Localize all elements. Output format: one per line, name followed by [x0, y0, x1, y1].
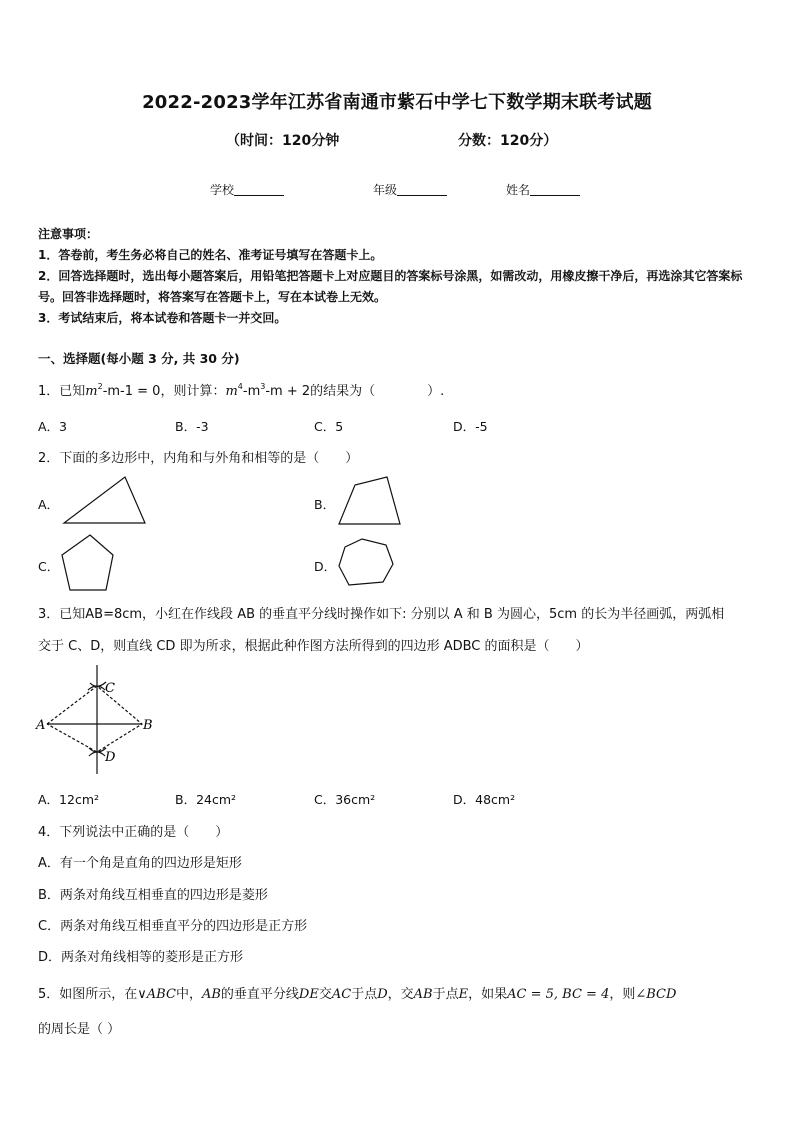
q3-label-b: B — [143, 718, 153, 733]
q2-label-c: C． — [38, 559, 60, 574]
q1-prefix: 1．已知 — [38, 384, 86, 399]
q3-figure — [30, 660, 170, 780]
grade-label: 年级 — [373, 183, 398, 197]
q5-ac: AC — [331, 987, 352, 1002]
q3-label-c: C — [105, 681, 115, 696]
q4-option-b: B．两条对角线互相垂直的四边形是菱形 — [38, 888, 268, 903]
school-label: 学校 — [210, 183, 235, 197]
exam-time: （时间：120分钟 — [226, 133, 340, 149]
q5-part-2: 中， — [175, 987, 202, 1002]
q1-expr-exp2: 3 — [260, 382, 266, 391]
q5-part-9: ，则 — [609, 987, 636, 1002]
q3-option-d: D．48cm² — [453, 792, 516, 807]
notes-heading: 注意事项： — [38, 227, 99, 241]
q5-part-8: ，如果 — [468, 987, 508, 1002]
notes-item-1: 1．答卷前，考生务必将自己的姓名、准考证号填写在答题卡上。 — [38, 248, 383, 262]
q4-option-c: C．两条对角线互相垂直平分的四边形是正方形 — [38, 919, 308, 934]
q2-pentagon — [62, 535, 113, 590]
q5-point-d: D — [377, 987, 388, 1002]
notes-item-3: 3．考试结束后，将本试卷和答题卡一并交回。 — [38, 311, 287, 325]
question-2: 2．下面的多边形中，内角和与外角和相等的是（ ） — [38, 451, 359, 466]
q2-label-b: B． — [314, 497, 336, 512]
q3-label-d: D — [105, 750, 116, 765]
question-3-line-2: 交于 C、D，则直线 CD 即为所求，根据此种作图方法所得到的四边形 ADBC 的面积是（ ） — [38, 639, 589, 654]
q3-label-a: A — [36, 718, 46, 733]
q5-condition: AC = 5, BC = 4 — [507, 987, 610, 1002]
q5-part-4: 交 — [318, 987, 332, 1002]
question-4: 4．下列说法中正确的是（ ） — [38, 825, 229, 840]
q1-suffix: 的结果为（ ）. — [310, 384, 445, 399]
q4-option-d: D．两条对角线相等的菱形是正方形 — [38, 950, 244, 965]
q1-expr-mid: -m — [242, 384, 261, 399]
q5-point-e: E — [458, 987, 469, 1002]
q5-ab: AB — [201, 987, 221, 1002]
exam-title: 2022-2023学年江苏省南通市紫石中学七下数学期末联考试题 — [142, 92, 652, 113]
q2-quadrilateral — [339, 477, 400, 524]
q1-expr-exp1: 4 — [237, 382, 243, 391]
q1-expr-rest: -m + 2 — [265, 384, 311, 399]
q3-option-a: A．12cm² — [38, 792, 100, 807]
q5-part-1: 5．如图所示，在 — [38, 987, 138, 1002]
q3-option-b: B．24cm² — [175, 792, 237, 807]
q1-cond-rest: -m-1 = 0，则计算： — [102, 384, 226, 399]
q1-option-d: D．-5 — [453, 419, 488, 434]
q2-triangle — [64, 477, 145, 523]
q5-de: DE — [298, 987, 319, 1002]
q1-cond-var: m — [85, 384, 98, 399]
q1-option-b: B．-3 — [175, 419, 209, 434]
q2-hexagon — [339, 539, 393, 585]
exam-score: 分数：120分） — [458, 133, 558, 149]
name-label: 姓名 — [506, 183, 531, 197]
q4-option-a: A．有一个角是直角的四边形是矩形 — [38, 856, 242, 871]
q5-ab-2: AB — [413, 987, 433, 1002]
notes-item-2: 2．回答选择题时，选出每小题答案后，用铅笔把答题卡上对应题目的答案标号涂黑，如需改动，用橡皮擦干净后，再选涂其它答案标号。回答非选择题时，将答案写在答题卡上，写在本试卷上无效。 — [38, 269, 743, 304]
question-5-line-1 — [38, 983, 676, 1002]
q1-cond-exp: 2 — [97, 382, 103, 391]
question-3-line-1: 3．已知AB=8cm，小红在作线段 AB 的垂直平分线时操作如下: 分别以 A 和 B 为圆心，5cm 的长为半径画弧，两弧相 — [38, 607, 725, 622]
q3-option-c: C．36cm² — [314, 792, 376, 807]
q1-expr-var: m — [225, 384, 238, 399]
q5-part-6: ，交 — [387, 987, 414, 1002]
q5-angle: ∠BCD — [635, 987, 677, 1002]
question-5-line-2: 的周长是（ ） — [38, 1022, 121, 1037]
q5-triangle: ∨ABC — [137, 987, 176, 1002]
section-heading: 一、选择题(每小题 3 分, 共 30 分) — [38, 351, 240, 366]
q1-option-c: C．5 — [314, 419, 344, 434]
q5-part-7: 于点 — [432, 987, 459, 1002]
q3-rhombus — [47, 686, 142, 752]
q2-label-d: D． — [314, 559, 337, 574]
q5-part-3: 的垂直平分线 — [220, 987, 299, 1002]
q5-part-5: 于点 — [351, 987, 378, 1002]
q2-label-a: A． — [38, 497, 60, 512]
q1-option-a: A．3 — [38, 419, 68, 434]
